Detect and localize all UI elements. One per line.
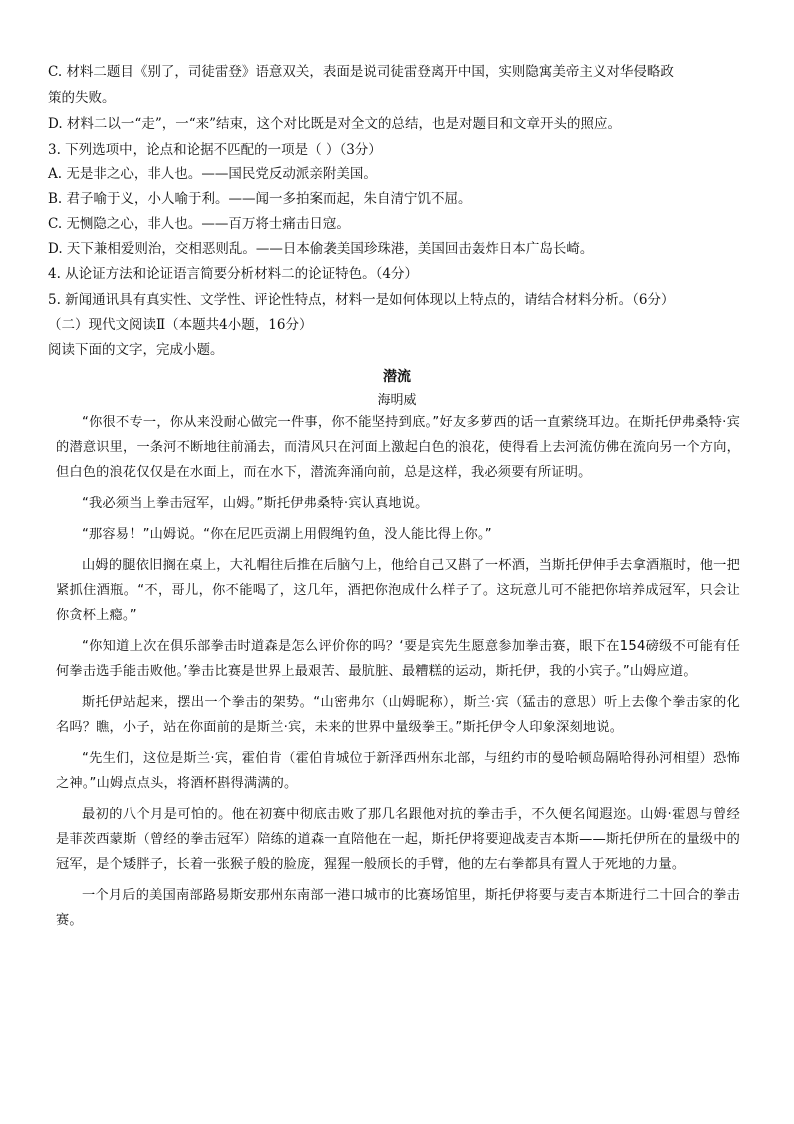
story-paragraph: “先生们，这位是斯兰·宾，霍伯肯（霍伯肯城位于新泽西州东北部，与纽约市的曼哈顿岛隔哈得孙河相望）恐怖之神。”山姆点点头，将酒杯斟得满满的。 bbox=[56, 751, 740, 791]
question-3-stem: 3. 下列选项中，论点和论据不匹配的一项是（ ）（3分） bbox=[48, 142, 382, 158]
story-paragraph: “那容易！”山姆说。“你在尼匹贡湖上用假绳钓鱼，没人能比得上你。” bbox=[82, 527, 492, 542]
instruction: 阅读下面的文字，完成小题。 bbox=[48, 342, 224, 358]
story-paragraph: “我必须当上拳击冠军，山姆。”斯托伊弗桑特·宾认真地说。 bbox=[82, 496, 429, 511]
option-a: A. 无是非之心，非人也。——国民党反动派亲附美国。 bbox=[48, 166, 377, 182]
story-paragraph: “你知道上次在俱乐部拳击时道森是怎么评价你的吗？‘要是宾先生愿意参加拳击赛，眼下在154磅级不可能有任何拳击选手能击败他。’拳击比赛是世界上最艰苦、最肮脏、最糟糕的运动，斯托伊，我的小宾子。”山姆应道。 bbox=[56, 639, 740, 679]
story-paragraph: 山姆的腿依旧搁在桌上，大礼帽往后推在后脑勺上，他给自己又斟了一杯酒，当斯托伊伸手去拿酒瓶时，他一把紧抓住酒瓶。“不，哥儿，你不能喝了，这几年，酒把你泡成什么样子了。这玩意儿可不能把你培养成冠军，只会让你贪杯上瘾。” bbox=[56, 558, 740, 623]
story-paragraph: “你很不专一，你从来没耐心做完一件事，你不能坚持到底。”好友多萝西的话一直萦绕耳边。在斯托伊弗桑特·宾的潜意识里，一条河不断地往前涌去，而清风只在河面上激起白色的浪花，使得看上去河流仿佛在流向另一个方向，但白色的浪花仅仅是在水面上，而在水下，潜流奔涌向前，总是这样，我必须要有所证明。 bbox=[56, 415, 740, 480]
option-d: D. 天下兼相爱则治，交相恶则乱。——日本偷袭美国珍珠港，美国回击轰炸日本广岛长崎。 bbox=[48, 241, 594, 257]
option-b: B. 君子喻于义，小人喻于利。——闻一多拍案而起，朱自清宁饥不屈。 bbox=[48, 191, 472, 207]
story-paragraph: 一个月后的美国南部路易斯安那州东南部一港口城市的比赛场馆里，斯托伊将要与麦吉本斯进行二十回合的拳击赛。 bbox=[56, 888, 740, 928]
question-line: C. 材料二题目《别了，司徒雷登》语意双关，表面是说司徒雷登离开中国，实则隐寓美帝主义对华侵略政 bbox=[48, 64, 674, 80]
section-heading: （二）现代文阅读Ⅱ（本题共4小题，16分） bbox=[48, 317, 313, 333]
question-4: 4. 从论证方法和论证语言简要分析材料二的论证特色。（4分） bbox=[48, 266, 419, 282]
question-5: 5. 新闻通讯具有真实性、文学性、评论性特点，材料一是如何体现以上特点的，请结合材料分析。（6分） bbox=[48, 292, 675, 308]
story-title: 潜流 bbox=[383, 369, 411, 385]
story-paragraph: 斯托伊站起来，摆出一个拳击的架势。“山密弗尔（山姆昵称），斯兰·宾（猛击的意思）听上去像个拳击家的化名吗？瞧，小子，站在你面前的是斯兰·宾，未来的世界中量级拳王。”斯托伊令人印象深刻地说。 bbox=[56, 695, 740, 735]
story-paragraph: 最初的八个月是可怕的。他在初赛中彻底击败了那几名跟他对抗的拳击手，不久便名闻遐迩。山姆·霍恩与曾经是菲茨西蒙斯（曾经的拳击冠军）陪练的道森一直陪他在一起，斯托伊将要迎战麦吉本斯——斯托伊所在的量级中的冠军，是个矮胖子，长着一张猴子般的脸庞，猩猩一般颀长的手臂，他的左右拳都具有置人于死地的力量。 bbox=[56, 807, 740, 872]
question-line: 策的失败。 bbox=[48, 90, 116, 106]
story-author: 海明威 bbox=[377, 393, 417, 408]
question-line: D. 材料二以一“走”，一“来”结束，这个对比既是对全文的总结，也是对题目和文章开头的照应。 bbox=[48, 116, 622, 132]
option-c: C. 无恻隐之心，非人也。——百万将士痛击日寇。 bbox=[48, 216, 350, 232]
story-body bbox=[56, 410, 740, 939]
